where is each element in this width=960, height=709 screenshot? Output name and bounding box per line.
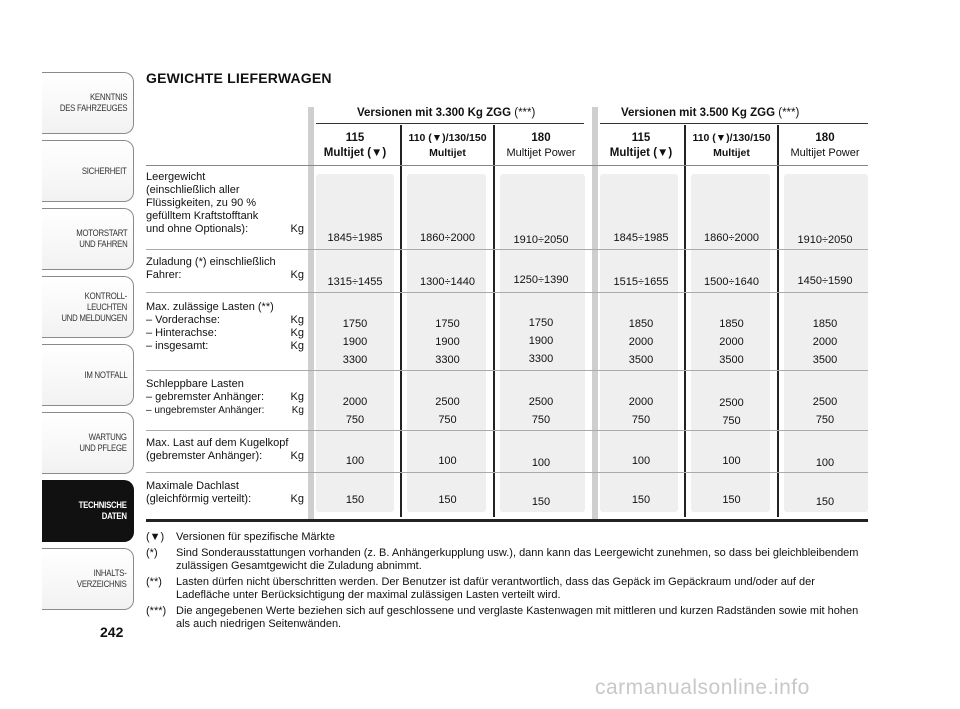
table-cell: 1910÷2050 [513,234,569,246]
table-cell: 100 [815,457,835,469]
chapter-sidebar [0,0,140,709]
table-cell: 2500 750 [719,397,744,427]
table-cell: 150 [815,496,835,508]
table-cell: 100 [722,455,741,467]
page-title: GEWICHTE LIEFERWAGEN [146,70,332,86]
footnote: (**) Lasten dürfen nicht überschritten werden. Der Benutzer ist dafür verantwortlich, dass das Gepäck im Gepäckraum und/oder auf der Ladefläche unter Berücksichtigung der maximal zulässigen Lasten verteilt wird. [146,575,815,601]
column-header: 110 (▼)/130/150 Multijet [692,132,771,159]
table-cell: 1845÷1985 [327,232,383,244]
tab-technische-daten[interactable]: TECHNISCHE DATEN [42,480,134,542]
table-cell: 1910÷2050 [797,234,853,246]
group-rule-3300 [316,123,584,124]
footnote: (▼) Versionen für spezifische Märkte [146,531,335,543]
row-rule [146,472,868,473]
table-cell: 100 [438,455,457,467]
table-cell: 2500 750 [528,396,554,426]
table-cell: 1860÷2000 [420,232,475,244]
row-rule [146,292,868,293]
table-cell: 1850 2000 3500 [719,318,744,366]
page-number: 242 [100,624,124,640]
table-cell: 1750 1900 3300 [435,318,460,366]
table-cell: 100 [631,455,651,467]
table-cell: 1300÷1440 [420,276,475,288]
table-cell: 100 [531,457,551,469]
table-cell: 1750 1900 3300 [342,318,368,366]
row-rule [146,430,868,431]
table-cell: 150 [345,494,365,506]
column-header: 180 Multijet Power [790,132,860,159]
footnotes [146,531,868,634]
tab-kenntnis-des-fahrzeuges[interactable]: KENNTNIS DES FAHRZEUGES [42,72,134,134]
row-rule [146,249,868,250]
header-rule [146,165,868,166]
table-cell: 1315÷1455 [327,276,383,288]
column-header: 115 Multijet (▼) [323,132,387,159]
tab-sicherheit[interactable]: SICHERHEIT [42,140,134,202]
tab-im-notfall[interactable]: IM NOTFALL [42,344,134,406]
column-header: 180 Multijet Power [506,132,576,159]
row-label-dachlast: Maximale Dachlast (gleichförmig verteilt): Kg [146,480,304,505]
table-cell: 1450÷1590 [797,275,853,287]
row-label-leergewicht: Leergewicht (einschließlich aller Flüssigkeiten, zu 90 % gefülltem Kraftstofftank und ohne Optionals): Kg [146,171,304,235]
tab-kontrollleuchten-und-meldungen[interactable]: KONTROLL- LEUCHTEN UND MELDUNGEN [42,276,134,338]
table-cell: 2500 750 [435,396,460,426]
table-cell: 1850 2000 3500 [812,318,838,366]
table-cell: 150 [631,494,651,506]
tab-wartung-und-pflege[interactable]: WARTUNG UND PFLEGE [42,412,134,474]
table-cell: 1515÷1655 [613,276,669,288]
table-bottom-rule [146,519,868,522]
table-cell: 1500÷1640 [704,276,759,288]
group-header-3300: Versionen mit 3.300 Kg ZGG (***) [357,107,536,119]
footnote: (*) Sind Sonderausstattungen vorhanden (z. B. Anhängerkupplung usw.), dann kann das Leergewicht zunehmen, so dass bei gleichbleibendem zulässigen Gesamtgewicht die Zuladung abnimmt. [146,546,859,572]
row-rule [146,370,868,371]
row-label-kugelkopf: Max. Last auf dem Kugelkopf (gebremster Anhänger): Kg [146,437,304,462]
tab-motorstart-und-fahren[interactable]: MOTORSTART UND FAHREN [42,208,134,270]
table-cell: 100 [345,455,365,467]
row-label-schleppbare-lasten: Schleppbare Lasten – gebremster Anhänger: Kg – ungebremster Anhänger: Kg [146,378,304,416]
watermark: carmanualsonline.info [595,676,810,699]
row-label-max-lasten: Max. zulässige Lasten (**) – Vorderachse: Kg – Hinterachse: Kg – insgesamt: Kg [146,301,304,352]
table-cell: 1845÷1985 [613,232,669,244]
table-cell: 150 [722,494,741,506]
footnote: (***) Die angegebenen Werte beziehen sich auf geschlossene und verglaste Kastenwagen mit mittleren und kurzen Radständen sowie mit hohen als auch niedrigen Seitenwänden. [146,604,859,630]
row-label-zuladung: Zuladung (*) einschließlich Fahrer: Kg [146,256,304,281]
group-rule-3500 [600,123,868,124]
table-cell: 150 [438,494,457,506]
table-cell: 1860÷2000 [704,232,759,244]
column-header: 115 Multijet (▼) [609,132,673,159]
table-cell: 2000 750 [628,396,654,426]
table-cell: 1750 1900 3300 [528,317,554,365]
table-cell: 1250÷1390 [513,274,569,286]
table-cell: 1850 2000 3500 [628,318,654,366]
table-cell: 150 [531,496,551,508]
table-cell: 2000 750 [342,396,368,426]
group-header-3500: Versionen mit 3.500 Kg ZGG (***) [621,107,800,119]
table-cell: 2500 750 [812,396,838,426]
tab-inhaltsverzeichnis[interactable]: INHALTS- VERZEICHNIS [42,548,134,610]
column-header: 110 (▼)/130/150 Multijet [408,132,487,159]
